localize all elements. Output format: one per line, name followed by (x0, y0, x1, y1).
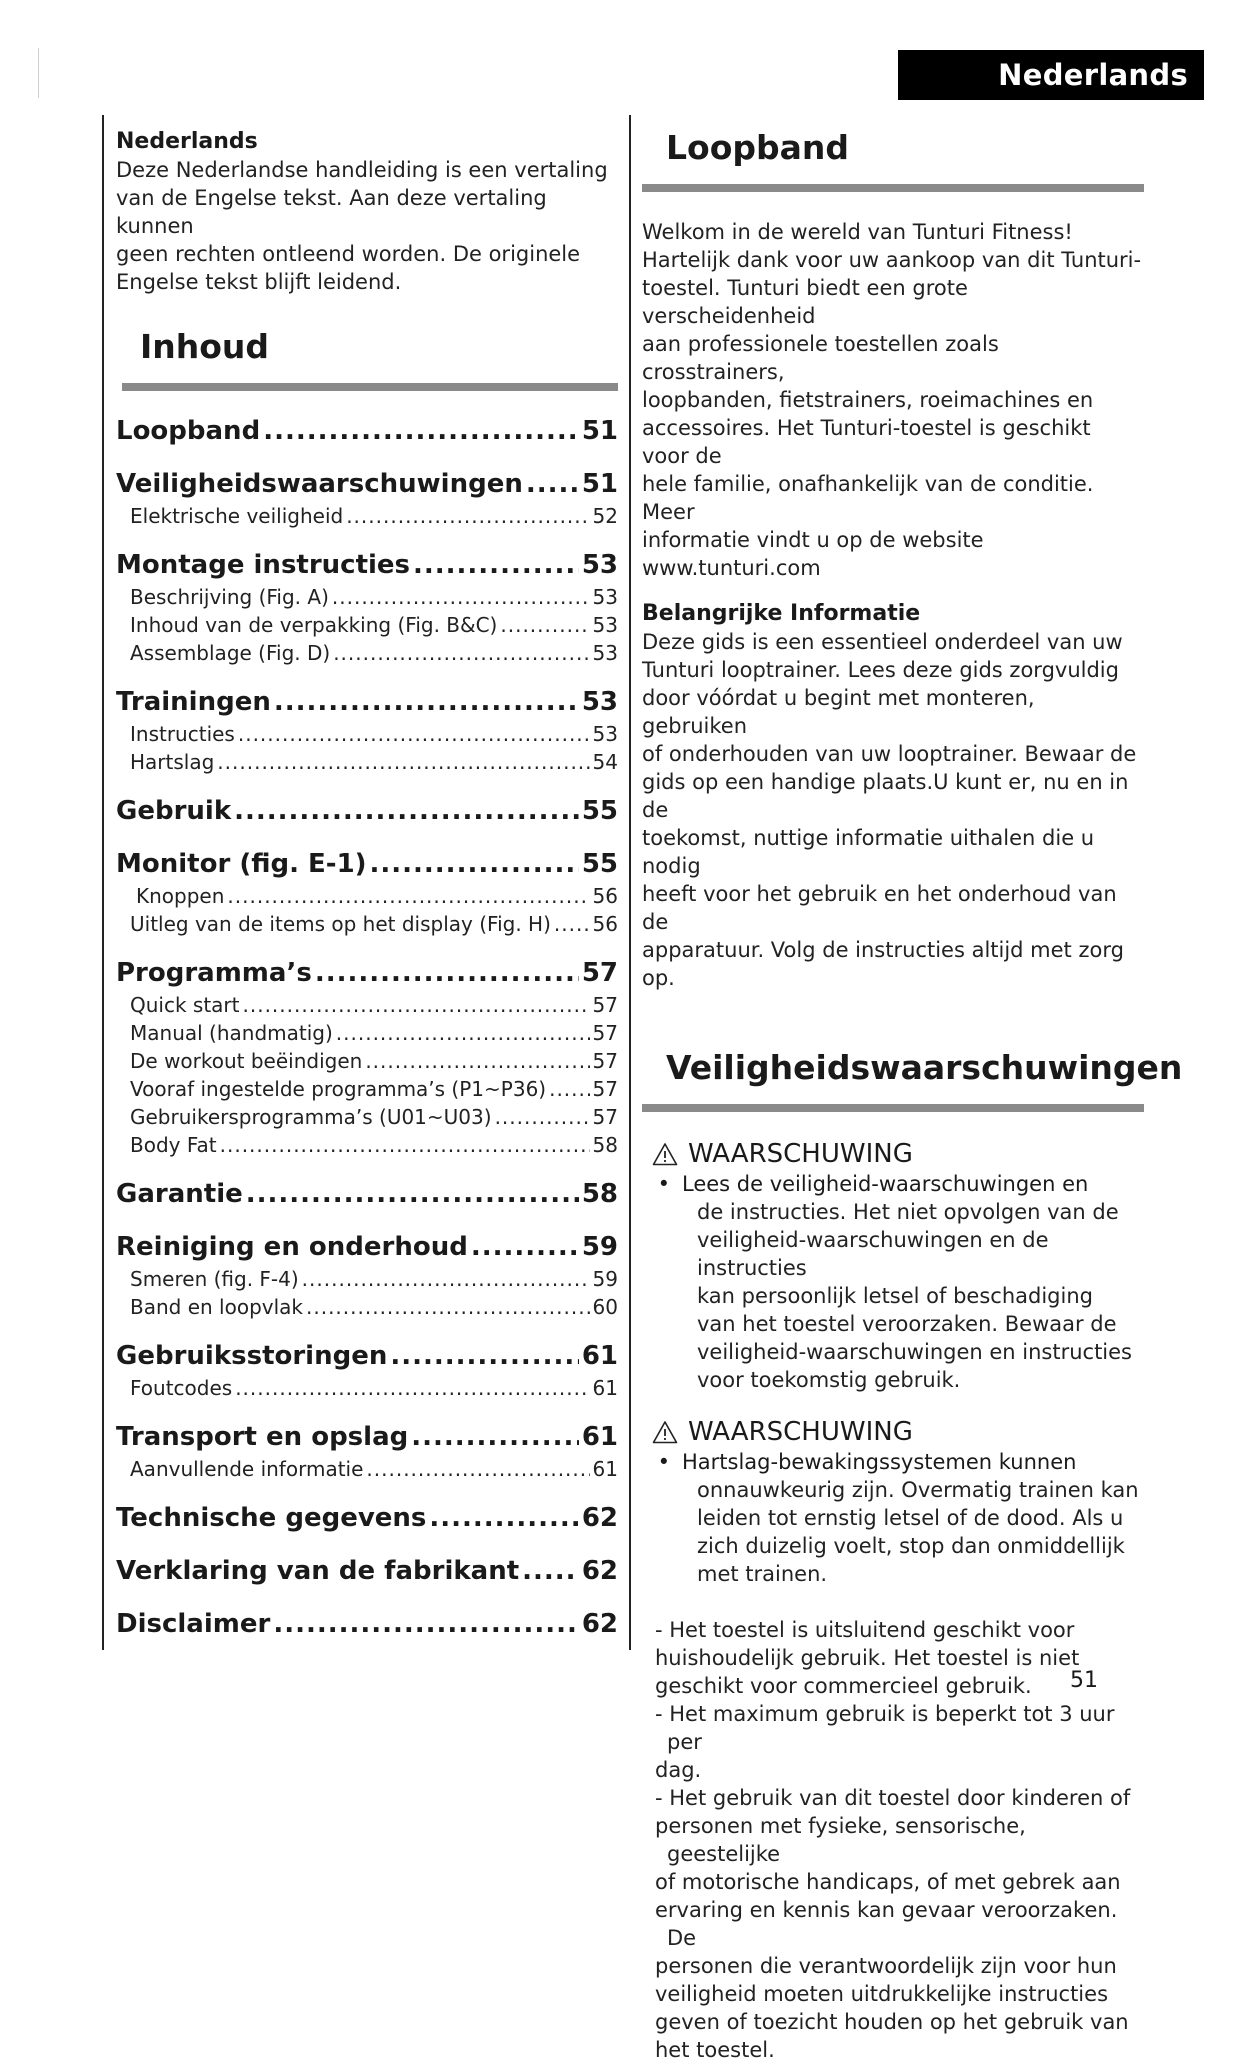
toc-subentry (116, 583, 618, 611)
toc-subentry (116, 1374, 618, 1402)
intro-line: geen rechten ontleend worden. De originele (116, 242, 581, 266)
bullet-dot: • (657, 1172, 670, 1196)
dash-line: personen met fysieke, sensorische, geestelijke (655, 1814, 1026, 1866)
toc-subentry-page: 61 (592, 1376, 618, 1400)
important-info-paragraph (642, 628, 1144, 992)
welcome-line: hele familie, onafhankelijk van de conditie. Meer (642, 472, 1094, 524)
toc-group (116, 1419, 618, 1483)
toc-entry-page: 57 (581, 958, 618, 988)
toc-leader-dots (263, 413, 579, 449)
language-tab (898, 50, 1204, 100)
toc-subentry-page: 61 (592, 1457, 618, 1481)
dash-item (642, 1700, 1144, 1784)
toc-group (116, 793, 618, 829)
toc-entry (116, 955, 618, 991)
bullet-dot: • (657, 1450, 670, 1474)
dash-line: veiligheid moeten uitdrukkelijke instructies (655, 1982, 1109, 2006)
toc-leader-dots (235, 1374, 589, 1402)
dash-line: ervaring en kennis kan gevaar veroorzaken. De (655, 1898, 1118, 1950)
toc-subentry-page: 57 (592, 1021, 618, 1045)
warning-line: kan persoonlijk letsel of beschadiging (697, 1284, 1093, 1308)
intro-title: Nederlands (116, 129, 258, 154)
toc-group (116, 1338, 618, 1402)
toc-subentry-label: Manual (handmatig) (130, 1021, 333, 1045)
important-line: apparatuur. Volg de instructies altijd met zorg op. (642, 938, 1124, 990)
toc-leader-dots (411, 1419, 579, 1455)
warning-line: voor toekomstig gebruik. (697, 1368, 961, 1392)
toc-subentry-page: 58 (592, 1133, 618, 1157)
warning-continuation (642, 1476, 1144, 1588)
table-of-contents (116, 413, 618, 1642)
toc-leader-dots (234, 793, 579, 829)
toc-leader-dots (243, 991, 590, 1019)
warning-triangle-icon (652, 1420, 678, 1444)
toc-entry-page: 55 (581, 796, 618, 826)
toc-subentry (116, 639, 618, 667)
toc-group (116, 413, 618, 449)
toc-entry (116, 466, 618, 502)
toc-entry (116, 1176, 618, 1212)
important-line: heeft voor het gebruik en het onderhoud van de (642, 882, 1117, 934)
warning-line: onnauwkeurig zijn. Overmatig trainen kan (697, 1478, 1139, 1502)
toc-leader-dots (526, 466, 579, 502)
warning-title (642, 1416, 1144, 1448)
dash-line: geven of toezicht houden op het gebruik van (655, 2010, 1129, 2034)
toc-leader-dots (346, 502, 589, 530)
toc-subentry-label: Elektrische veiligheid (130, 504, 344, 528)
toc-entry-page: 61 (581, 1422, 618, 1452)
toc-subentry-label: De workout beëindigen (130, 1049, 363, 1073)
welcome-paragraph (642, 218, 1144, 582)
warning-line: met trainen. (697, 1562, 828, 1586)
toc-entry-title: Montage instructies (116, 550, 411, 580)
dash-line: of motorische handicaps, of met gebrek aan (655, 1870, 1121, 1894)
toc-leader-dots (390, 1338, 578, 1374)
dash-line: het toestel. (655, 2038, 775, 2062)
important-line: Tunturi looptrainer. Lees deze gids zorgvuldig (642, 658, 1119, 682)
toc-leader-dots (370, 846, 579, 882)
usage-restrictions (642, 1616, 1144, 2064)
dash-line: - Het gebruik van dit toestel door kinderen of (655, 1786, 1131, 1810)
toc-entry-title: Transport en opslag (116, 1422, 409, 1452)
toc-leader-dots (217, 748, 589, 776)
contents-heading-rule (122, 383, 618, 391)
toc-subentry-page: 53 (592, 585, 618, 609)
toc-leader-dots (306, 1293, 590, 1321)
toc-leader-dots (365, 1047, 589, 1075)
toc-leader-dots (366, 1455, 589, 1483)
toc-subentry-page: 59 (592, 1267, 618, 1291)
welcome-line: Welkom in de wereld van Tunturi Fitness! (642, 220, 1073, 244)
toc-entry (116, 547, 618, 583)
toc-subentry-label: Hartslag (130, 750, 215, 774)
important-line: Deze gids is een essentieel onderdeel van uw (642, 630, 1123, 654)
important-line: of onderhouden van uw looptrainer. Bewaar de (642, 742, 1137, 766)
toc-subentry (116, 748, 618, 776)
toc-subentry-page: 57 (592, 1049, 618, 1073)
warning-line: zich duizelig voelt, stop dan onmiddellijk (697, 1534, 1125, 1558)
warning-line: leiden tot ernstig letsel of de dood. Als u (697, 1506, 1124, 1530)
welcome-line: toestel. Tunturi biedt een grote verscheidenheid (642, 276, 968, 328)
toc-entry-title: Reiniging en onderhoud (116, 1232, 468, 1262)
toc-subentry-label: Body Fat (130, 1133, 217, 1157)
toc-entry (116, 1606, 618, 1642)
toc-leader-dots (333, 639, 589, 667)
toc-entry-page: 53 (581, 687, 618, 717)
toc-entry-page: 59 (581, 1232, 618, 1262)
warning-title-text: WAARSCHUWING (688, 1417, 913, 1447)
toc-subentry (116, 720, 618, 748)
toc-subentry-label: Gebruikersprogramma’s (U01~U03) (130, 1105, 492, 1129)
welcome-line: informatie vindt u op de website www.tunturi.com (642, 528, 984, 580)
toc-entry (116, 413, 618, 449)
toc-group (116, 684, 618, 776)
toc-leader-dots (238, 720, 590, 748)
important-line: toekomst, nuttige informatie uithalen die u nodig (642, 826, 1095, 878)
toc-subentry (116, 611, 618, 639)
toc-group (116, 846, 618, 938)
intro-line: Engelse tekst blijft leidend. (116, 270, 402, 294)
toc-subentry-page: 57 (592, 1105, 618, 1129)
dash-item (642, 1784, 1144, 2064)
toc-leader-dots (220, 1131, 590, 1159)
toc-entry-title: Monitor (fig. E-1) (116, 849, 367, 879)
loopband-heading-rule (642, 184, 1144, 192)
toc-subentry-label: Foutcodes (130, 1376, 233, 1400)
welcome-line: aan professionele toestellen zoals crosstrainers, (642, 332, 999, 384)
toc-subentry (116, 502, 618, 530)
dash-line: huishoudelijk gebruik. Het toestel is niet (655, 1646, 1080, 1670)
toc-leader-dots (495, 1103, 590, 1131)
center-column-divider (629, 115, 631, 1650)
toc-subentry-page: 53 (592, 613, 618, 637)
warning-title (642, 1138, 1144, 1170)
intro-line: Deze Nederlandse handleiding is een vertaling (116, 158, 608, 182)
toc-subentry-page: 52 (592, 504, 618, 528)
toc-entry (116, 1338, 618, 1374)
toc-subentry (116, 1455, 618, 1483)
toc-leader-dots (315, 955, 579, 991)
toc-leader-dots (332, 583, 590, 611)
toc-subentry (116, 991, 618, 1019)
toc-entry (116, 684, 618, 720)
toc-entry-page: 61 (581, 1341, 618, 1371)
welcome-line: accessoires. Het Tunturi-toestel is geschikt voor de (642, 416, 1091, 468)
warning-triangle-icon (652, 1142, 678, 1166)
toc-subentry (116, 1293, 618, 1321)
dash-line: personen die verantwoordelijk zijn voor hun (655, 1954, 1117, 1978)
toc-entry-title: Gebruik (116, 796, 232, 826)
left-column (116, 128, 618, 1659)
page-edge-mark (38, 48, 39, 98)
toc-subentry (116, 1265, 618, 1293)
toc-subentry-page: 53 (592, 641, 618, 665)
toc-subentry-label: Knoppen (136, 884, 225, 908)
toc-leader-dots (227, 882, 589, 910)
toc-entry-page: 53 (581, 550, 618, 580)
toc-entry (116, 846, 618, 882)
toc-subentry-page: 60 (592, 1295, 618, 1319)
toc-entry-page: 51 (581, 469, 618, 499)
important-line: door vóórdat u begint met monteren, gebruiken (642, 686, 1035, 738)
toc-entry-page: 51 (581, 416, 618, 446)
important-line: gids op een handige plaats.U kunt er, nu en in de (642, 770, 1129, 822)
toc-leader-dots (554, 910, 590, 938)
toc-subentry-label: Instructies (130, 722, 235, 746)
warning-line: veiligheid-waarschuwingen en de instructies (697, 1228, 1049, 1280)
warning-bullet (642, 1170, 1144, 1198)
toc-entry-page: 58 (581, 1179, 618, 1209)
toc-leader-dots (413, 547, 579, 583)
toc-leader-dots (246, 1176, 579, 1212)
warning-line: veiligheid-waarschuwingen en instructies (697, 1340, 1133, 1364)
toc-group (116, 466, 618, 530)
safety-heading-rule (642, 1104, 1144, 1112)
toc-subentry-page: 56 (592, 884, 618, 908)
toc-subentry-page: 54 (592, 750, 618, 774)
toc-subentry-page: 53 (592, 722, 618, 746)
toc-leader-dots (500, 611, 589, 639)
dash-line: - Het toestel is uitsluitend geschikt voor (655, 1618, 1075, 1642)
warning-block (642, 1138, 1144, 1394)
toc-group (116, 547, 618, 667)
toc-subentry-label: Quick start (130, 993, 240, 1017)
toc-leader-dots (471, 1229, 579, 1265)
toc-entry-title: Veiligheidswaarschuwingen (116, 469, 523, 499)
warning-first-line: Hartslag-bewakingssystemen kunnen (682, 1450, 1077, 1474)
warning-line: van het toestel veroorzaken. Bewaar de (697, 1312, 1117, 1336)
warning-bullet (642, 1448, 1144, 1476)
toc-group (116, 1229, 618, 1321)
contents-heading: Inhoud (140, 327, 270, 366)
safety-heading: Veiligheidswaarschuwingen (666, 1048, 1183, 1087)
welcome-line: loopbanden, fietstrainers, roeimachines en (642, 388, 1094, 412)
toc-leader-dots (522, 1553, 579, 1589)
dash-line: geschikt voor commercieel gebruik. (655, 1674, 1032, 1698)
toc-subentry-label: Inhoud van de verpakking (Fig. B&C) (130, 613, 498, 637)
right-column (642, 128, 1183, 2064)
toc-leader-dots (549, 1075, 589, 1103)
toc-leader-dots (273, 1606, 579, 1642)
toc-subentry-page: 57 (592, 993, 618, 1017)
welcome-line: Hartelijk dank voor uw aankoop van dit Tunturi- (642, 248, 1142, 272)
toc-entry-page: 62 (581, 1503, 618, 1533)
toc-entry-title: Trainingen (116, 687, 271, 717)
toc-subentry (116, 882, 618, 910)
intro-line: van de Engelse tekst. Aan deze vertaling kunnen (116, 186, 547, 238)
toc-leader-dots (302, 1265, 590, 1293)
warning-line: de instructies. Het niet opvolgen van de (697, 1200, 1119, 1224)
toc-group (116, 1553, 618, 1589)
page-number: 51 (1070, 1668, 1098, 1693)
toc-entry-title: Loopband (116, 416, 261, 446)
toc-group (116, 1500, 618, 1536)
toc-leader-dots (336, 1019, 590, 1047)
toc-entry-title: Programma’s (116, 958, 312, 988)
toc-subentry-label: Assemblage (Fig. D) (130, 641, 331, 665)
toc-subentry-label: Aanvullende informatie (130, 1457, 364, 1481)
toc-subentry-label: Smeren (fig. F-4) (130, 1267, 299, 1291)
toc-entry-title: Gebruiksstoringen (116, 1341, 388, 1371)
toc-subentry-page: 57 (592, 1077, 618, 1101)
toc-group (116, 955, 618, 1159)
toc-subentry (116, 1103, 618, 1131)
warning-title-text: WAARSCHUWING (688, 1139, 913, 1169)
language-tab-label: Nederlands (998, 58, 1188, 92)
toc-leader-dots (274, 684, 579, 720)
toc-group (116, 1176, 618, 1212)
dash-line: - Het maximum gebruik is beperkt tot 3 uur per (655, 1702, 1115, 1754)
toc-entry (116, 1229, 618, 1265)
toc-entry (116, 1553, 618, 1589)
toc-subentry-label: Beschrijving (Fig. A) (130, 585, 329, 609)
dash-line: dag. (655, 1758, 702, 1782)
toc-leader-dots (429, 1500, 578, 1536)
toc-subentry (116, 1019, 618, 1047)
warning-first-line: Lees de veiligheid-waarschuwingen en (682, 1172, 1089, 1196)
toc-subentry-label: Band en loopvlak (130, 1295, 303, 1319)
toc-group (116, 1606, 618, 1642)
toc-subentry (116, 910, 618, 938)
toc-subentry-label: Uitleg van de items op het display (Fig. H) (130, 912, 551, 936)
toc-entry-title: Disclaimer (116, 1609, 271, 1639)
toc-entry-page: 62 (581, 1556, 618, 1586)
toc-entry-title: Garantie (116, 1179, 243, 1209)
important-info-heading: Belangrijke Informatie (642, 601, 921, 626)
toc-subentry-label: Vooraf ingestelde programma’s (P1~P36) (130, 1077, 547, 1101)
toc-subentry (116, 1047, 618, 1075)
warning-continuation (642, 1198, 1144, 1394)
warning-block (642, 1416, 1144, 1588)
intro-text (116, 156, 618, 296)
toc-entry-page: 62 (581, 1609, 618, 1639)
toc-entry (116, 1419, 618, 1455)
left-column-divider (102, 115, 104, 1650)
toc-subentry-page: 56 (592, 912, 618, 936)
toc-subentry (116, 1131, 618, 1159)
toc-entry-title: Verklaring van de fabrikant (116, 1556, 520, 1586)
toc-subentry (116, 1075, 618, 1103)
dash-item (642, 1616, 1144, 1700)
toc-entry (116, 793, 618, 829)
toc-entry-title: Technische gegevens (116, 1503, 427, 1533)
loopband-heading: Loopband (666, 128, 849, 167)
toc-entry (116, 1500, 618, 1536)
toc-entry-page: 55 (581, 849, 618, 879)
